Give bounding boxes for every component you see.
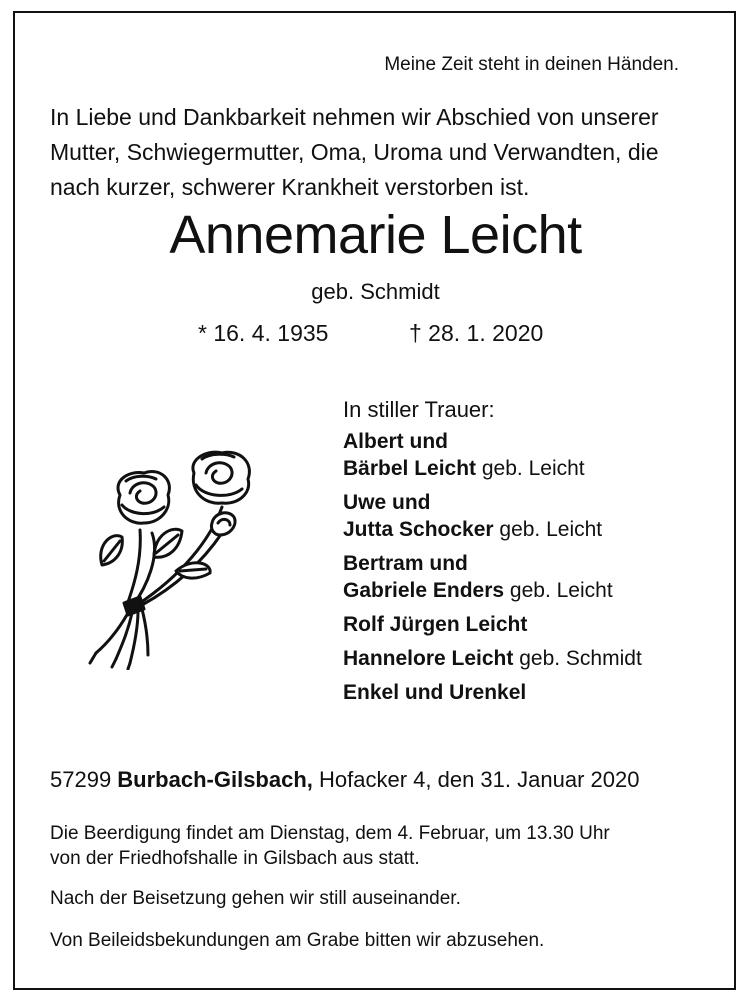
intro-text — [50, 100, 710, 205]
mourner-name: Rolf Jürgen Leicht — [343, 613, 528, 636]
mourner-name: Enkel und Urenkel — [343, 681, 527, 704]
mourner-line — [343, 455, 642, 482]
mourner-line — [343, 679, 642, 706]
birth-date: * 16. 4. 1935 — [198, 320, 329, 346]
mourning-heading: In stiller Trauer: — [343, 397, 495, 422]
mourner-name: Uwe und — [343, 491, 431, 514]
mourner-name: Bertram und — [343, 552, 468, 575]
mourner-suffix: geb. Leicht — [476, 457, 585, 480]
mourner-suffix: geb. Leicht — [504, 579, 613, 602]
condolence-note: Von Beileidsbekundungen am Grabe bitten wir abzusehen. — [50, 930, 545, 951]
place-date-line — [50, 765, 639, 795]
funeral-line: von der Friedhofshalle in Gilsbach aus statt. — [50, 848, 420, 869]
birth-name: geb. Schmidt — [311, 279, 440, 304]
mourner-line — [343, 489, 642, 516]
burial-note: Nach der Beisetzung gehen wir still auseinander. — [50, 888, 461, 909]
deceased-name: Annemarie Leicht — [169, 205, 582, 265]
mourner-line — [343, 645, 642, 672]
mourner-suffix: geb. Schmidt — [513, 647, 642, 670]
mourner-line — [343, 428, 642, 455]
intro-line: In Liebe und Dankbarkeit nehmen wir Abschied von unserer — [50, 104, 659, 130]
mourner-name: Gabriele Enders — [343, 579, 505, 602]
intro-line: Mutter, Schwiegermutter, Oma, Uroma und Verwandten, die — [50, 139, 659, 165]
town-name: Burbach-Gilsbach, — [117, 767, 313, 792]
address-date: Hofacker 4, den 31. Januar 2020 — [312, 767, 640, 792]
mourner-name: Albert und — [343, 430, 448, 453]
motto: Meine Zeit steht in deinen Händen. — [384, 54, 679, 75]
mourner-line — [343, 577, 642, 604]
intro-line: nach kurzer, schwerer Krankheit verstorben ist. — [50, 174, 530, 200]
mourner-name: Bärbel Leicht — [343, 457, 477, 480]
roses-icon — [82, 445, 267, 670]
mourner-suffix: geb. Leicht — [493, 518, 603, 541]
mourner-line — [343, 516, 642, 543]
death-date: † 28. 1. 2020 — [409, 320, 544, 346]
mourner-name: Jutta Schocker — [343, 518, 494, 541]
funeral-line: Die Beerdigung findet am Dienstag, dem 4. Februar, um 13.30 Uhr — [50, 823, 610, 844]
mourner-line — [343, 550, 642, 577]
mourner-name: Hannelore Leicht — [343, 647, 514, 670]
funeral-info — [50, 821, 610, 871]
zip-code: 57299 — [50, 767, 118, 792]
mourners-list — [343, 428, 642, 706]
mourner-line — [343, 611, 642, 638]
